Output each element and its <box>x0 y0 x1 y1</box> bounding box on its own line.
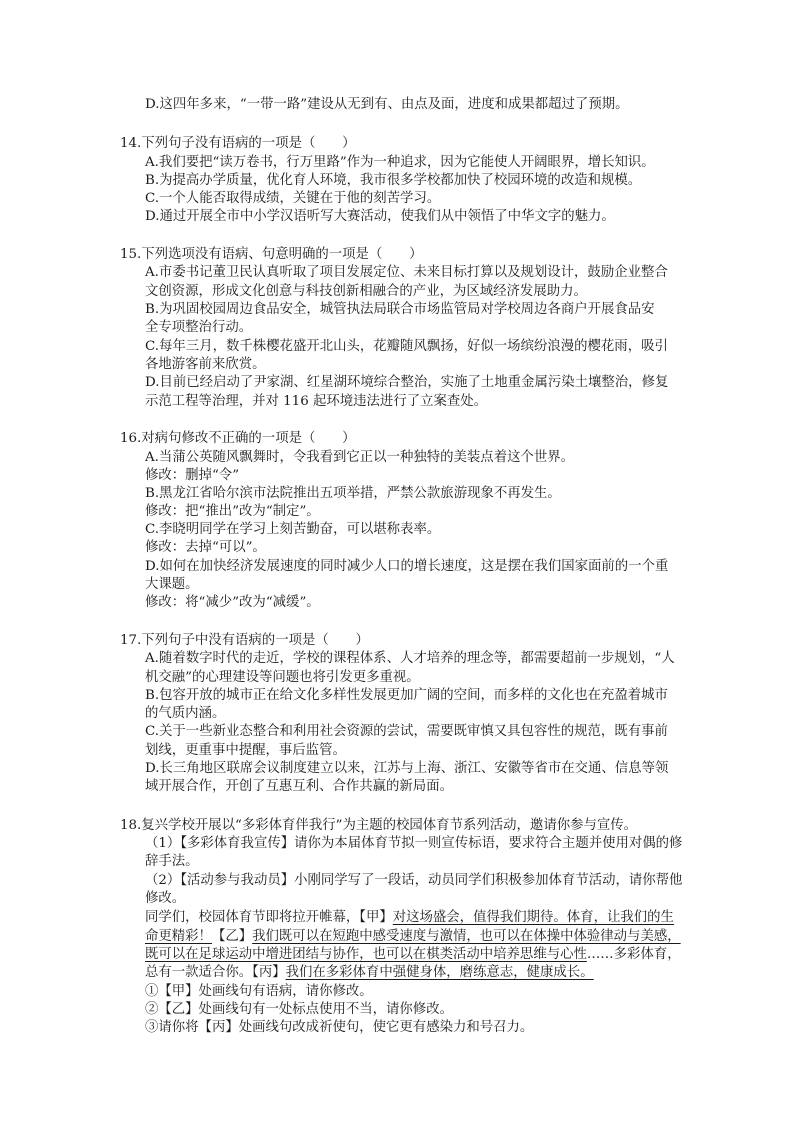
q15-option-d-line2: 示范工程等治理，并对 116 起环境违法进行了立案查处。 <box>145 394 488 409</box>
q17-option-a-line2: 机交融”的心理建设等问题也将引发更多重视。 <box>145 670 420 685</box>
q15-option-a-line1: A.市委书记董卫民认真听取了项目发展定位、未来目标打算以及规划设计，鼓励企业整合 <box>145 265 668 280</box>
q15-option-a-line2: 文创资源，形成文化创意与科技创新相融合的产业，为区域经济发展助力。 <box>145 284 587 299</box>
q18-task-1: ①【甲】处画线句有语病，请你修改。 <box>145 984 373 999</box>
q16-option-b: B.黑龙江省哈尔滨市法院推出五项举措，严禁公款旅游现象不再发生。 <box>145 486 561 501</box>
q17-option-c-line1: C.关于一些新业态整合和利用社会资源的尝试，需要既审慎又具包容性的规范，既有事前 <box>145 724 668 739</box>
q15-option-b-line2: 全专项整治行动。 <box>145 320 253 335</box>
q18-passage-line2 <box>145 928 681 946</box>
underlined-sentence-bing: 我们在多彩体育中强健身体，磨练意志，健康成长。 <box>285 965 594 980</box>
q13-option-d: D.这四年多来，“一带一路”建设从无到有、由点及面，进度和成果都超过了预期。 <box>145 97 629 112</box>
q15-option-d-line1: D.目前已经启动了尹家湖、红星湖环境综合整治，实施了土地重金属污染土壤整治，修复 <box>145 375 669 390</box>
underlined-sentence-yi: 我们既可以在短跑中感受速度与激情，也可以在体操中体验律动与美感， <box>252 929 681 944</box>
q18-stem: 18.复兴学校开展以“多彩体育伴我行”为主题的校园体育节系列活动，邀请你参与宣传。 <box>120 818 638 833</box>
q16-option-c-fix: 修改：去掉“可以”。 <box>145 540 266 555</box>
q18-passage-line1 <box>145 909 674 927</box>
q16-option-d-fix: 修改：将“减少”改为“减缓”。 <box>145 595 320 610</box>
q18-passage-line3 <box>145 946 681 964</box>
q17-option-c-line2: 划线，更重事中提醒，事后监管。 <box>145 743 346 758</box>
q16-stem: 16.对病句修改不正确的一项是（ ） <box>120 431 356 446</box>
q17-stem: 17.下列句子中没有语病的一项是（ ） <box>120 633 369 648</box>
q14-option-d: D.通过开展全市中小学汉语听写大赛活动，使我们从中领悟了中华文字的魅力。 <box>145 209 615 224</box>
q18-passage-line4 <box>145 964 594 982</box>
q14-option-c: C.一个人能否取得成绩，关键在于他的刻苦学习。 <box>145 191 441 206</box>
q16-option-d-line2: 大课题。 <box>145 577 199 592</box>
marker-yi: 【乙】 <box>211 929 253 944</box>
underlined-sentence-jia: 对这场盛会，值得我们期待。体育，让我们的生 <box>392 910 674 925</box>
q18-part1-line2: 辞手法。 <box>145 854 199 869</box>
q16-option-b-fix: 修改：把“推出”改为“制定”。 <box>145 504 320 519</box>
q18-part2-line2: 修改。 <box>145 891 186 906</box>
underlined-sentence-yi-end: 既可以在足球运动中增进团结与协作，也可以在棋类活动中培养思维与心性 <box>145 947 587 962</box>
q16-option-c: C.李晓明同学在学习上刻苦勤奋，可以堪称表率。 <box>145 522 441 537</box>
underlined-sentence-jia-end: 命更精彩！ <box>145 929 212 944</box>
q15-stem: 15.下列选项没有语病、句意明确的一项是（ ） <box>120 247 423 262</box>
q18-task-2: ②【乙】处画线句有一处标点使用不当，请你修改。 <box>145 1002 453 1017</box>
q18-task-3: ③请你将【丙】处画线句改成祈使句，使它更有感染力和号召力。 <box>145 1020 534 1035</box>
q18-part2-line1: （2）【活动参与我动员】小刚同学写了一段话，动员同学们积极参加体育节活动，请你帮他 <box>145 873 683 888</box>
q14-option-b: B.为提高办学质量，优化育人环境，我市很多学校都加快了校园环境的改造和规模。 <box>145 173 642 188</box>
q17-option-b-line2: 的气质内涵。 <box>145 706 226 721</box>
q16-option-d-line1: D.如何在加快经济发展速度的同时减少人口的增长速度，这是摆在我们国家面前的一个重 <box>145 559 669 574</box>
q17-option-d-line1: D.长三角地区联席会议制度建立以来，江苏与上海、浙江、安徽等省市在交通、信息等领 <box>145 761 669 776</box>
q17-option-b-line1: B.包容开放的城市正在给文化多样性发展更加广阔的空间，而多样的文化也在充盈着城市 <box>145 688 668 703</box>
q14-option-a: A.我们要把“读万卷书，行万里路”作为一种追求，因为它能使人开阔眼界，增长知识。 <box>145 155 655 170</box>
q15-option-b-line1: B.为巩固校园周边食品安全，城管执法局联合市场监管局对学校周边各商户开展食品安 <box>145 302 655 317</box>
q17-option-a-line1: A.随着数字时代的走近，学校的课程体系、人才培养的理念等，都需要超前一步规划，“人 <box>145 651 675 666</box>
q14-stem: 14.下列句子没有语病的一项是（ ） <box>120 136 356 151</box>
q16-option-a-fix: 修改：删掉“令” <box>145 468 240 483</box>
q17-option-d-line2: 域开展合作，开创了互惠互利、合作共赢的新局面。 <box>145 779 453 794</box>
q15-option-c-line1: C.每年三月，数千株樱花盛开北山头，花瓣随风飘扬，好似一场缤纷浪漫的樱花雨，吸引 <box>145 339 668 354</box>
passage-text: ……多彩体育， <box>586 947 681 962</box>
passage-text: 同学们，校园体育节即将拉开帷幕，【甲】 <box>145 910 393 925</box>
q16-option-a: A.当蒲公英随风飘舞时，令我看到它正以一种独特的美装点着这个世界。 <box>145 450 575 465</box>
passage-text: 总有一款适合你。【丙】 <box>145 965 286 980</box>
q18-part1-line1: （1）【多彩体育我宣传】请你为本届体育节拟一则宣传标语，要求符合主题并使用对偶的修 <box>145 836 683 851</box>
q15-option-c-line2: 各地游客前来欣赏。 <box>145 357 266 372</box>
